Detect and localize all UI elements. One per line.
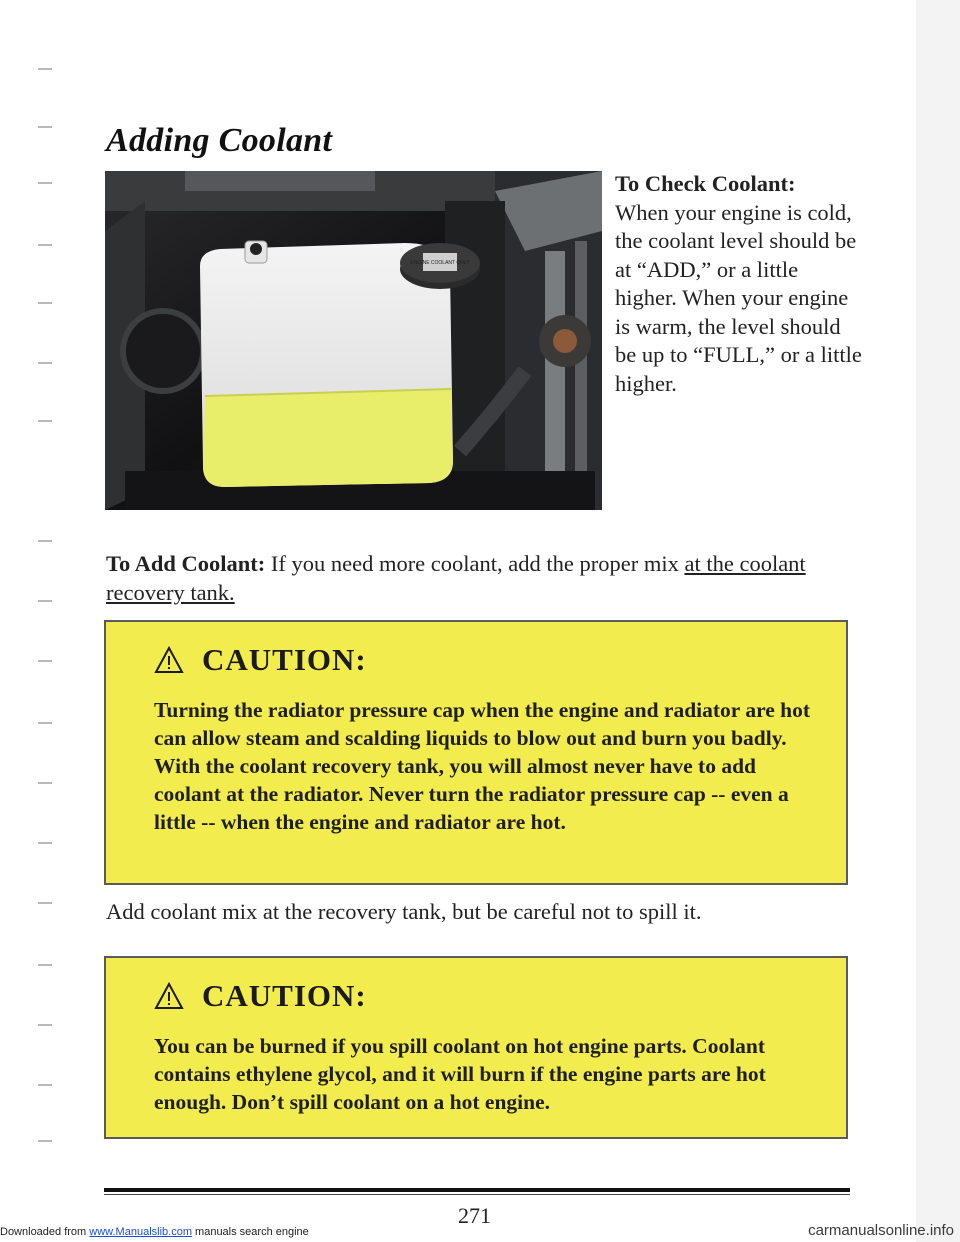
page-title: Adding Coolant (106, 122, 333, 159)
footer-suffix: manuals search engine (191, 1226, 309, 1238)
warning-triangle-icon (154, 646, 184, 674)
page-edge (916, 0, 960, 1242)
caution-heading (154, 978, 367, 1014)
add-coolant-underlined: at the coolant recovery tank. (106, 551, 806, 605)
cap-label: ENGINE COOLANT ONLY (410, 260, 470, 266)
caution-heading-text: CAUTION: (202, 642, 367, 677)
margin-tick-marks (38, 0, 58, 1242)
watermark-text: carmanualsonline.info (808, 1222, 954, 1239)
check-coolant-lead: To Check Coolant: (615, 171, 796, 196)
check-coolant-body: When your engine is cold, the coolant level should be at “ADD,” or a little higher. When your engine is warm, the level should be up to “FULL,” or a little higher. (615, 199, 862, 396)
footer-prefix: Downloaded from (0, 1226, 90, 1238)
caution-body: You can be burned if you spill coolant on hot engine parts. Coolant contains ethylene glycol, and it will burn if the engine parts are hot enough. Don’t spill coolant on a hot engine. (154, 1034, 766, 1114)
add-coolant-body: If you need more coolant, add the proper mix (265, 551, 685, 576)
footer-rule (104, 1188, 850, 1192)
coolant-tank-photo (105, 171, 602, 510)
add-coolant-paragraph (106, 550, 846, 607)
add-coolant-lead: To Add Coolant: (106, 551, 266, 576)
spill-warning-text: Add coolant mix at the recovery tank, but be careful not to spill it. (106, 899, 702, 924)
manualslib-link[interactable]: www.Manualslib.com (89, 1226, 192, 1238)
caution-heading (154, 642, 367, 678)
caution-heading-text: CAUTION: (202, 978, 367, 1013)
page-number: 271 (458, 1203, 491, 1228)
warning-triangle-icon (154, 982, 184, 1010)
caution-body: Turning the radiator pressure cap when the engine and radiator are hot can allow steam and scalding liquids to blow out and burn you badly. With the coolant recovery tank, you will almost never have to add coolant at the radiator. Never turn the radiator pressure cap -- even a little -- when the engine and radiator are hot. (154, 698, 811, 834)
caution-box-ethylene-glycol (104, 956, 848, 1139)
footer-rule-thin (104, 1194, 850, 1195)
check-coolant-paragraph (615, 170, 865, 398)
caution-box-radiator-cap (104, 620, 848, 885)
download-footer (0, 1226, 309, 1238)
